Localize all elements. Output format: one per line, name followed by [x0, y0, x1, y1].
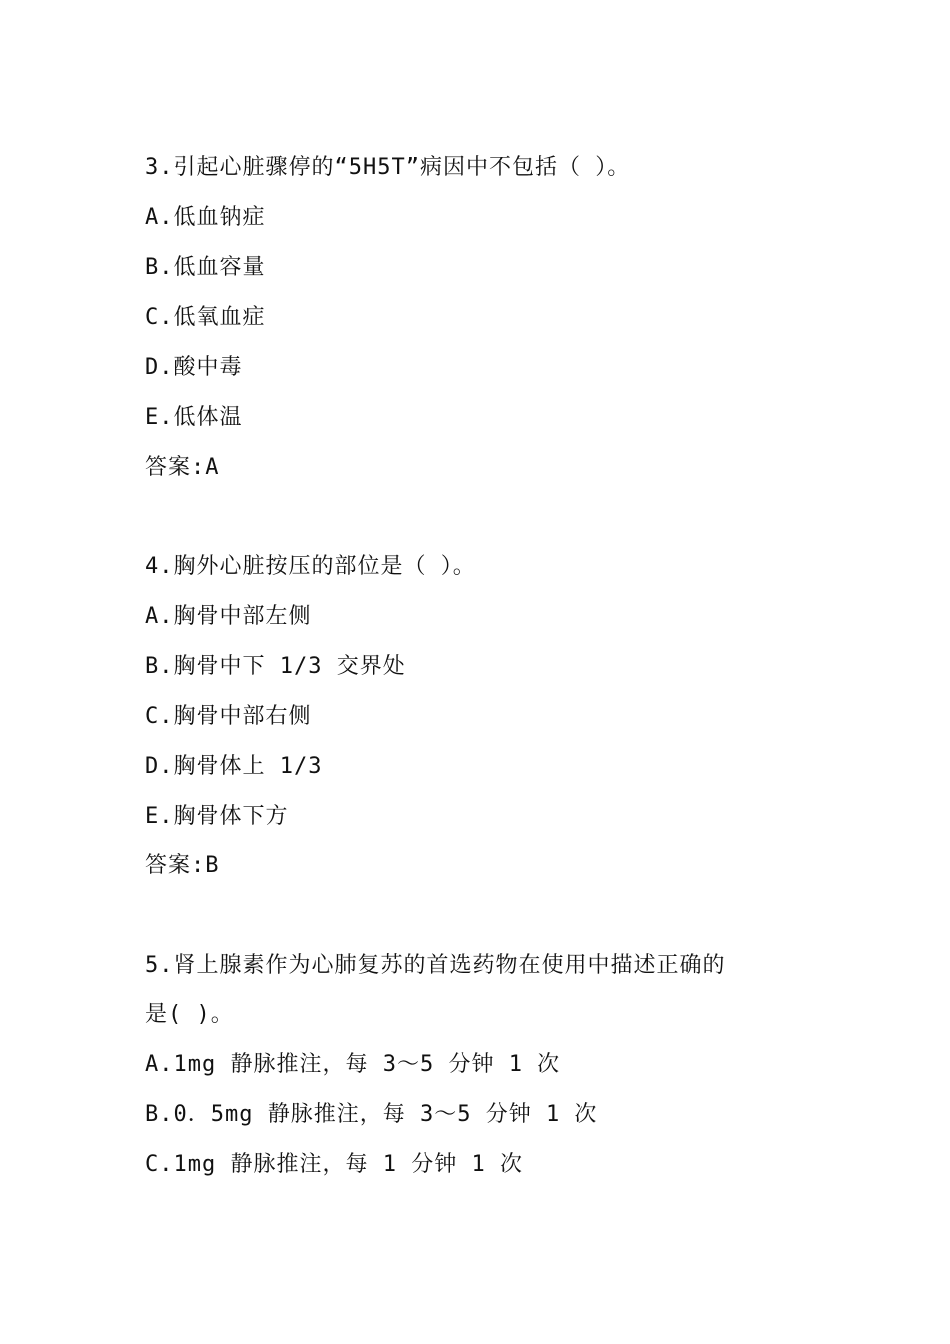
question-4-option-c: C.胸骨中部右侧 [145, 704, 312, 729]
question-5-option-c: C.1mg 静脉推注，每 1 分钟 1 次 [145, 1152, 523, 1177]
question-5-option-a: A.1mg 静脉推注，每 3～5 分钟 1 次 [145, 1052, 561, 1077]
question-4-option-a: A.胸骨中部左侧 [145, 604, 312, 629]
question-4-option-e: E.胸骨体下方 [145, 804, 289, 829]
question-4-answer: 答案:B [145, 853, 220, 878]
question-3-answer: 答案:A [145, 455, 220, 480]
question-5-stem-line-1: 5.肾上腺素作为心肺复苏的首选药物在使用中描述正确的 [145, 953, 726, 978]
question-4-stem: 4.胸外心脏按压的部位是（ ）。 [145, 554, 476, 579]
question-3-option-d: D.酸中毒 [145, 355, 243, 380]
question-3-option-a: A.低血钠症 [145, 205, 266, 230]
question-3-option-e: E.低体温 [145, 405, 243, 430]
question-4-option-b: B.胸骨中下 1/3 交界处 [145, 654, 406, 679]
question-5-option-b: B.0．5mg 静脉推注，每 3～5 分钟 1 次 [145, 1102, 598, 1127]
question-5-stem-line-2: 是( )。 [145, 1002, 234, 1027]
question-4-option-d: D.胸骨体上 1/3 [145, 754, 323, 779]
question-3-stem: 3.引起心脏骤停的“5H5T”病因中不包括（ ）。 [145, 155, 631, 180]
question-3-option-b: B.低血容量 [145, 255, 266, 280]
question-3-option-c: C.低氧血症 [145, 305, 266, 330]
